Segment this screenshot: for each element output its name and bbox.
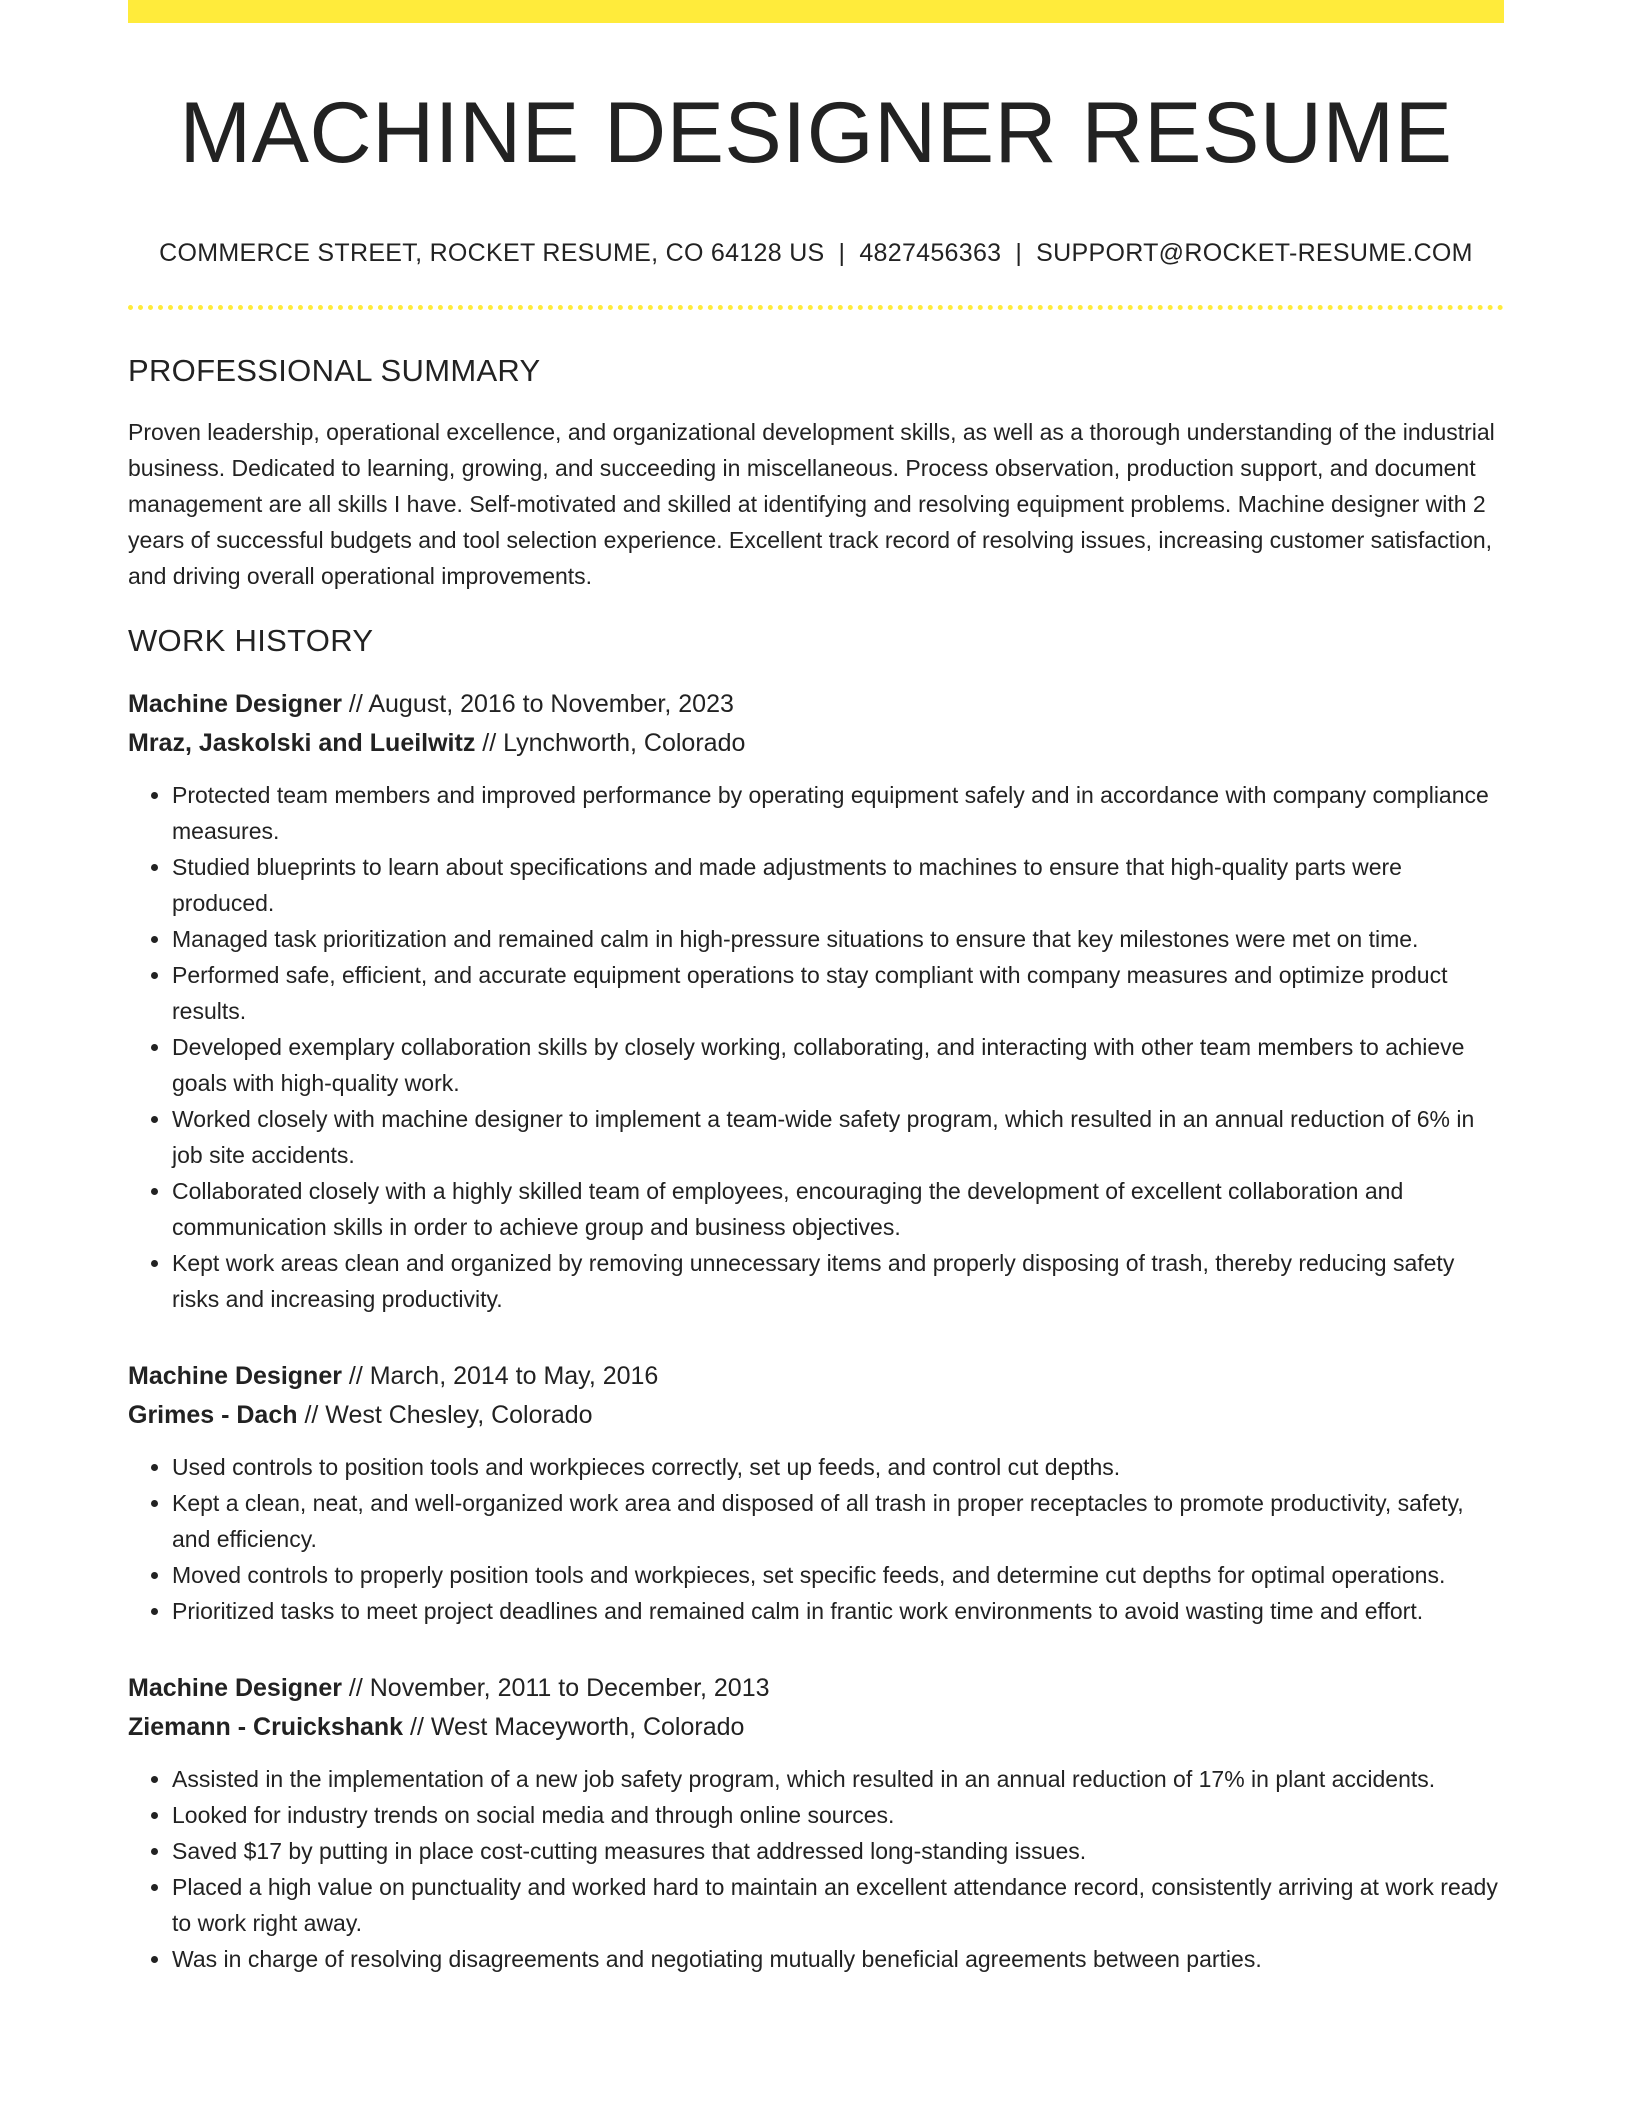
job-bullet: • Managed task prioritization and remained calm in high-pressure situations to ensure that key milestones were met on time. bbox=[172, 921, 1504, 957]
job-company-line bbox=[128, 1396, 1504, 1435]
contact-email: SUPPORT@ROCKET-RESUME.COM bbox=[1036, 238, 1473, 267]
job-entry bbox=[128, 1669, 1504, 1977]
job-location: // Lynchworth, Colorado bbox=[475, 728, 746, 757]
job-dates: // November, 2011 to December, 2013 bbox=[341, 1673, 770, 1702]
job-bullet: • Prioritized tasks to meet project deadlines and remained calm in frantic work environments to avoid wasting time and effort. bbox=[172, 1593, 1504, 1629]
job-bullet-list bbox=[128, 777, 1504, 1317]
job-company-line bbox=[128, 724, 1504, 763]
section-divider bbox=[128, 305, 1504, 310]
job-company: Ziemann - Cruickshank bbox=[128, 1712, 404, 1741]
job-company: Grimes - Dach bbox=[128, 1400, 298, 1429]
summary-heading: PROFESSIONAL SUMMARY bbox=[128, 352, 541, 388]
contact-separator: | bbox=[838, 238, 846, 267]
job-bullet: • Was in charge of resolving disagreements and negotiating mutually beneficial agreements between parties. bbox=[172, 1941, 1504, 1977]
resume-title: MACHINE DESIGNER RESUME bbox=[179, 85, 1453, 181]
job-bullet: • Collaborated closely with a highly skilled team of employees, encouraging the development of excellent collaboration and communication skills in order to achieve group and business objectives. bbox=[172, 1173, 1504, 1245]
job-role: Machine Designer bbox=[128, 1361, 342, 1390]
job-bullet: • Worked closely with machine designer to implement a team-wide safety program, which resulted in an annual reduction of 6% in job site accidents. bbox=[172, 1101, 1504, 1173]
job-bullet: • Studied blueprints to learn about specifications and made adjustments to machines to ensure that high-quality parts were produced. bbox=[172, 849, 1504, 921]
resume-page bbox=[128, 0, 1504, 1977]
job-title-line bbox=[128, 1357, 1504, 1396]
job-bullet: • Moved controls to properly position tools and workpieces, set specific feeds, and determine cut depths for optimal operations. bbox=[172, 1557, 1504, 1593]
job-bullet: • Developed exemplary collaboration skills by closely working, collaborating, and interacting with other team members to achieve goals with high-quality work. bbox=[172, 1029, 1504, 1101]
job-dates: // August, 2016 to November, 2023 bbox=[341, 689, 734, 718]
accent-top-bar bbox=[128, 0, 1504, 23]
job-location: // West Chesley, Colorado bbox=[297, 1400, 593, 1429]
job-bullet: • Kept work areas clean and organized by removing unnecessary items and properly disposing of trash, thereby reducing safety risks and increasing productivity. bbox=[172, 1245, 1504, 1317]
job-bullet: • Kept a clean, neat, and well-organized work area and disposed of all trash in proper receptacles to promote productivity, safety, and efficiency. bbox=[172, 1485, 1504, 1557]
job-company-line bbox=[128, 1708, 1504, 1747]
job-role: Machine Designer bbox=[128, 1673, 342, 1702]
job-bullet-list bbox=[128, 1449, 1504, 1629]
job-bullet: • Looked for industry trends on social media and through online sources. bbox=[172, 1797, 1504, 1833]
work-history-list bbox=[128, 685, 1504, 1977]
job-entry bbox=[128, 685, 1504, 1317]
job-dates: // March, 2014 to May, 2016 bbox=[341, 1361, 659, 1390]
job-title-line bbox=[128, 685, 1504, 724]
job-bullet: • Protected team members and improved performance by operating equipment safely and in accordance with company compliance measures. bbox=[172, 777, 1504, 849]
contact-info bbox=[128, 239, 1504, 268]
contact-phone: 4827456363 bbox=[859, 238, 1002, 267]
job-bullet: • Saved $17 by putting in place cost-cutting measures that addressed long-standing issues. bbox=[172, 1833, 1504, 1869]
work-history-heading: WORK HISTORY bbox=[128, 622, 374, 658]
job-bullet: • Used controls to position tools and workpieces correctly, set up feeds, and control cut depths. bbox=[172, 1449, 1504, 1485]
summary-text: Proven leadership, operational excellence, and organizational development skills, as well as a thorough understanding of the industrial business. Dedicated to learning, growing, and succeeding in miscellaneous. Process observation, production support, and document management are all skills I have. Self-motivated and skilled at identifying and resolving equipment problems. Machine designer with 2 years of successful budgets and tool selection experience. Excellent track record of resolving issues, increasing customer satisfaction, and driving overall operational improvements. bbox=[128, 418, 1495, 589]
job-entry bbox=[128, 1357, 1504, 1629]
job-title-line bbox=[128, 1669, 1504, 1708]
job-company: Mraz, Jaskolski and Lueilwitz bbox=[128, 728, 476, 757]
job-bullet: • Performed safe, efficient, and accurate equipment operations to stay compliant with company measures and optimize product results. bbox=[172, 957, 1504, 1029]
contact-address: COMMERCE STREET, ROCKET RESUME, CO 64128 US bbox=[159, 238, 825, 267]
job-bullet-list bbox=[128, 1761, 1504, 1977]
contact-separator: | bbox=[1015, 238, 1023, 267]
job-bullet: • Placed a high value on punctuality and worked hard to maintain an excellent attendance record, consistently arriving at work ready to work right away. bbox=[172, 1869, 1504, 1941]
job-location: // West Maceyworth, Colorado bbox=[403, 1712, 745, 1741]
job-role: Machine Designer bbox=[128, 689, 342, 718]
job-bullet: • Assisted in the implementation of a new job safety program, which resulted in an annual reduction of 17% in plant accidents. bbox=[172, 1761, 1504, 1797]
